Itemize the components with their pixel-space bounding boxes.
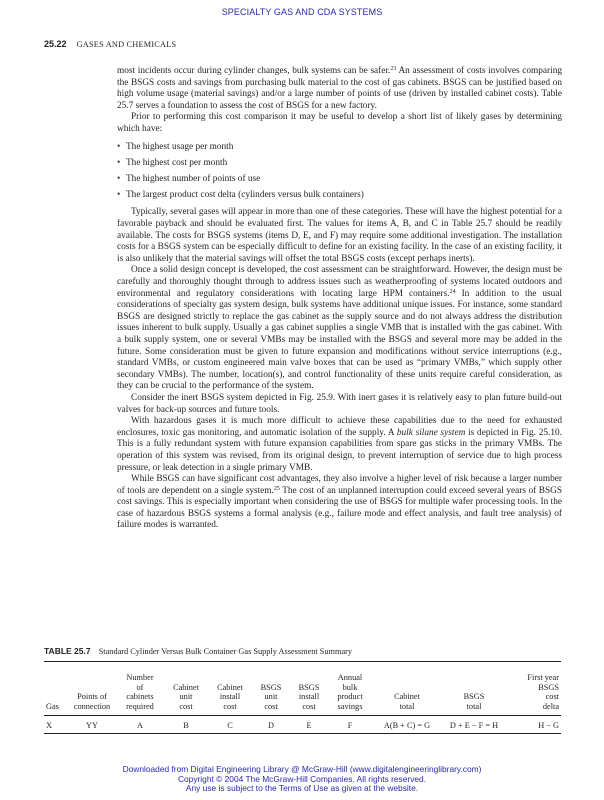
list-item: • The largest product cost delta (cylinders versus bulk containers): [117, 189, 364, 200]
column-header: BSGS unit cost: [260, 682, 282, 712]
table-bottom-rule: [44, 733, 561, 734]
table-cell: A(B + C) = G: [383, 721, 431, 730]
paragraph-4: Once a solid design concept is developed, the cost assessment can be straightforward. However, the design must be carefully and thoroughly thought through to address issues such as weatherproofing of systems located outdoors and environmental and regulatory considerations with locating large HPM containers.$^{24}$ In addition to the usual considerations of specialty gas system design, bulk systems have additional unique issues. For instance, some standard BSGS are designed strictly to replace the gas cabinet as the supply source and do not always address the distribution issues inherent to bulk supply. Usually a gas cabinet supplies a single VMB that is installed with the gas cabinet. With a bulk supply system, one or several VMBs may be installed with the BSGS and several more may be added in the future. Some consideration must be given to future expansion and modifications without service interruptions (e.g., standard VMBs, or custom engineered main valve boxes that can be used as “primary VMBs,” which supply other secondary VMBs). The number, location(s), and control functionality of these units require careful consideration, as they can be crucial to the performance of the system.: [117, 265, 562, 392]
column-header: Points of connection: [73, 692, 111, 712]
section-banner: SPECIALTY GAS AND CDA SYSTEMS: [221, 7, 383, 17]
table-caption: [44, 646, 352, 656]
running-head-section: GASES AND CHEMICALS: [76, 40, 177, 49]
table-cell: E: [306, 721, 312, 730]
column-header: First year BSGS cost delta: [527, 672, 559, 712]
bullet-list: [117, 142, 562, 202]
table-cell: X: [46, 721, 52, 730]
table-cell: D + E − F = H: [449, 721, 499, 730]
paragraph-2: Prior to performing this cost comparison it may be useful to develop a short list of likely gases by determining which have:: [117, 112, 562, 134]
table-cell: A: [137, 721, 143, 730]
footnote-ref: 25: [273, 485, 280, 492]
footnote-ref: 23: [390, 66, 397, 72]
table-top-rule: [44, 661, 561, 662]
assessment-table: [44, 668, 561, 731]
footer-terms-line[interactable]: Any use is subject to the Terms of Use as given at the website.: [185, 783, 419, 794]
table-cell: B: [183, 721, 189, 730]
footer-copyright-line: Copyright © 2004 The McGraw-Hill Companies. All rights reserved.: [177, 773, 427, 784]
paragraph-5: Consider the inert BSGS system depicted in Fig. 25.9. With inert gases it is relatively easy to plan future build-out valves for back-up sources and future tools.: [117, 392, 562, 415]
column-header: Cabinet install cost: [217, 682, 243, 712]
download-footer: [0, 765, 604, 794]
column-header: Cabinet total: [394, 692, 420, 712]
emphasis: bulk silane system: [396, 427, 466, 438]
column-header: BSGS total: [463, 692, 485, 712]
body-text: [117, 66, 562, 532]
table-cell: H − G: [538, 721, 559, 730]
table-cell: C: [227, 721, 233, 730]
column-header: BSGS install cost: [298, 682, 320, 712]
list-item: • The highest number of points of use: [117, 173, 261, 184]
bullet-icon: •: [117, 173, 121, 184]
bullet-icon: •: [117, 189, 121, 200]
table-label: TABLE 25.7: [44, 646, 91, 656]
page-number: 25.22: [44, 39, 67, 49]
column-header: Cabinet unit cost: [173, 682, 199, 712]
bullet-icon: •: [117, 157, 121, 168]
table-row: [44, 716, 561, 731]
footer-download-line[interactable]: Downloaded from Digital Engineering Library @ McGraw-Hill (www.digitalengineeringlibrary.com): [122, 764, 482, 774]
paragraph-1: most incidents occur during cylinder changes, bulk systems can be safer.$^{23}$ An assessment of costs involves comparing the BSGS costs and savings from purchasing bulk material to the cost of gas cabinets. BSGS can be justified based on high volume usage (material savings) and/or a large number of points of use (driven by installed cabinet costs). Table 25.7 serves a foundation to assess the cost of BSGS for a new factory.: [117, 66, 562, 111]
table-cell: D: [268, 721, 274, 730]
table-header-row: [44, 668, 561, 716]
list-item: • The highest usage per month: [117, 141, 234, 152]
paragraph-3: Typically, several gases will appear in more than one of these categories. These will have the highest potential for a favorable payback and should be evaluated first. The values for items A, B, and C in Table 25.7 should be readily available. The costs for BSGS systems (items D, E, and F) may require some additional investigation. The installation costs for a BSGS system can be especially difficult to define for an existing facility. In the case of an existing facility, it is also unlikely that the material savings will offset the total BSGS costs (except perhaps inerts).: [117, 207, 562, 264]
bullet-icon: •: [117, 141, 121, 152]
table-title: Standard Cylinder Versus Bulk Container Gas Supply Assessment Summary: [98, 647, 353, 656]
table-cell: YY: [86, 721, 98, 730]
footnote-ref: 24: [449, 288, 456, 295]
running-head: [44, 39, 176, 49]
column-header: Annual bulk product savings: [337, 672, 363, 712]
column-header: Number of cabinets required: [126, 672, 154, 712]
list-item: • The highest cost per month: [117, 157, 228, 168]
column-header: Gas: [46, 702, 59, 712]
paragraph-6: With hazardous gases it is much more difficult to achieve these capabilities due to the need for exhausted enclosures, toxic gas monitoring, and automatic isolation of the supply. A bulk silane system is depicted in Fig. 25.10. This is a fully redundant system with future expansion capabilities from spare gas sticks in the primary VMBs. The operation of this system was revised, from its original design, to prevent interruption of service due to high process pressure, or leak detection in a single primary VMB.: [117, 416, 562, 473]
paragraph-7: While BSGS can have significant cost advantages, they also involve a higher level of risk because a larger number of tools are dependent on a single system.$^{25}$ The cost of an unplanned interruption could exceed several years of BSGS cost savings. This is especially important when considering the use of BSGS for multiple wafer processing tools. In the case of hazardous BSGS systems a formal analysis (e.g., failure mode and effect analysis, and fault tree analysis) of failure modes is warranted.: [117, 474, 562, 531]
table-cell: F: [347, 721, 353, 730]
